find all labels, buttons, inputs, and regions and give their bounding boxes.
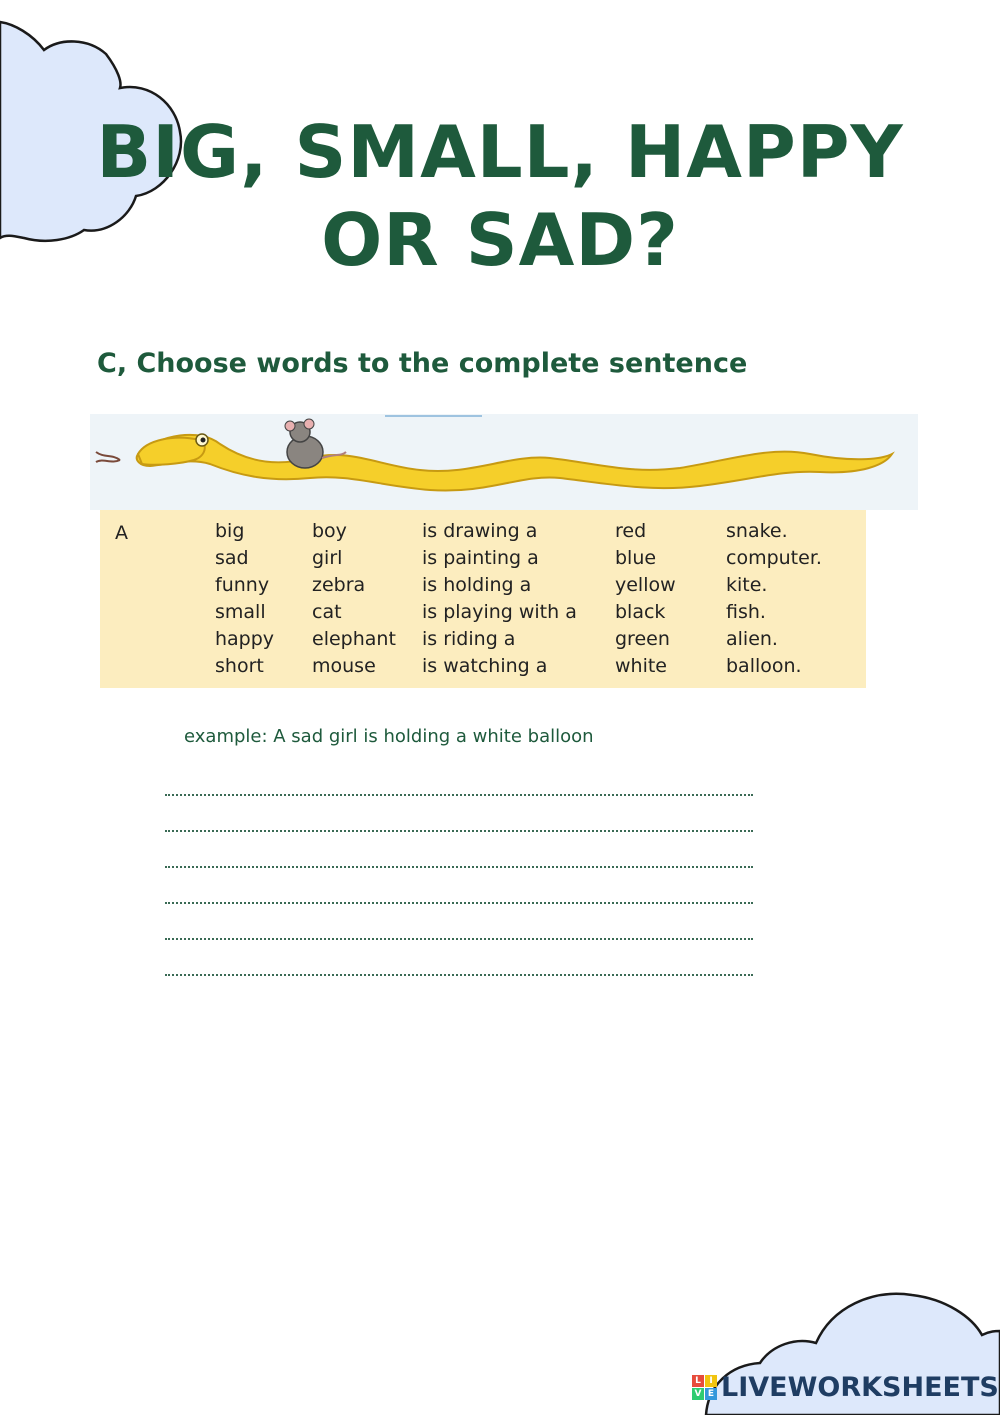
word-cell: cat bbox=[312, 601, 342, 623]
liveworksheets-logo bbox=[692, 1372, 999, 1403]
word-cell: balloon. bbox=[726, 655, 802, 677]
example-sentence: example: A sad girl is holding a white balloon bbox=[184, 726, 594, 747]
word-cell: is holding a bbox=[422, 574, 532, 596]
word-cell: blue bbox=[615, 547, 657, 569]
answer-line[interactable] bbox=[165, 830, 753, 832]
word-cell: alien. bbox=[726, 628, 778, 650]
word-cell: funny bbox=[215, 574, 270, 596]
title-line-1: BIG, SMALL, HAPPY bbox=[96, 110, 904, 194]
snake-icon bbox=[90, 414, 918, 510]
word-cell: green bbox=[615, 628, 670, 650]
word-cell: big bbox=[215, 520, 245, 542]
snake-illustration bbox=[90, 414, 918, 510]
word-cell: is drawing a bbox=[422, 520, 538, 542]
page-title bbox=[0, 108, 1000, 284]
answer-line[interactable] bbox=[165, 974, 753, 976]
answer-line[interactable] bbox=[165, 938, 753, 940]
word-cell: is watching a bbox=[422, 655, 548, 677]
word-cell: boy bbox=[312, 520, 347, 542]
word-cell: black bbox=[615, 601, 666, 623]
word-cell: small bbox=[215, 601, 266, 623]
answer-line[interactable] bbox=[165, 794, 753, 796]
word-cell: sad bbox=[215, 547, 249, 569]
word-cell: fish. bbox=[726, 601, 766, 623]
answer-line[interactable] bbox=[165, 902, 753, 904]
word-cell: is painting a bbox=[422, 547, 539, 569]
logo-mark-icon: L I V E bbox=[692, 1375, 717, 1400]
instruction-heading: C, Choose words to the complete sentence bbox=[97, 348, 748, 379]
word-cell: snake. bbox=[726, 520, 788, 542]
word-table-lead: A bbox=[115, 522, 128, 544]
word-cell: white bbox=[615, 655, 667, 677]
word-cell: yellow bbox=[615, 574, 676, 596]
answer-line[interactable] bbox=[165, 866, 753, 868]
word-cell: girl bbox=[312, 547, 343, 569]
word-cell: elephant bbox=[312, 628, 396, 650]
word-cell: is riding a bbox=[422, 628, 516, 650]
word-cell: is playing with a bbox=[422, 601, 577, 623]
word-cell: kite. bbox=[726, 574, 768, 596]
word-cell: mouse bbox=[312, 655, 376, 677]
word-cell: short bbox=[215, 655, 264, 677]
word-cell: computer. bbox=[726, 547, 822, 569]
title-line-2: OR SAD? bbox=[321, 198, 679, 282]
word-table bbox=[100, 510, 866, 688]
word-cell: happy bbox=[215, 628, 275, 650]
word-cell: zebra bbox=[312, 574, 366, 596]
brand-name: LIVEWORKSHEETS bbox=[721, 1372, 999, 1403]
word-cell: red bbox=[615, 520, 647, 542]
